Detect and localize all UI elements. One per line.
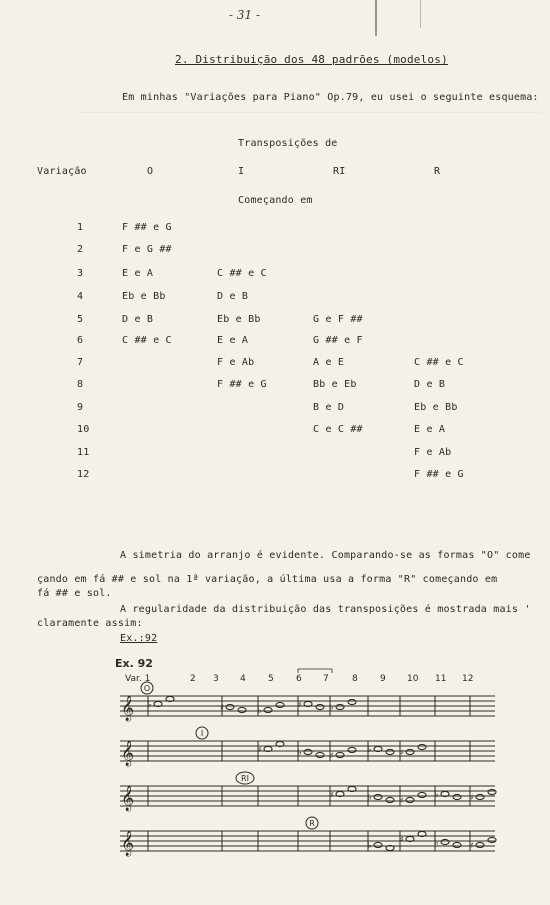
cell-o: E e A (122, 268, 154, 279)
variation-number: 10 (407, 674, 419, 684)
cell-r: E e A (414, 424, 446, 435)
accidental-icon: ♭ (368, 745, 372, 754)
note-head (488, 789, 496, 794)
accidental-icon: ♭ (148, 700, 152, 709)
cell-ri: G ## e F (313, 335, 363, 346)
variation-number: 4 (240, 674, 246, 684)
note-head (476, 842, 484, 847)
cell-i: F ## e G (217, 379, 267, 390)
page-number: - 31 - (229, 8, 261, 22)
row-number: 12 (77, 469, 90, 480)
accidental-icon: ♭ (368, 841, 372, 850)
accidental-icon: ♯ (330, 751, 334, 760)
note-head (476, 794, 484, 799)
note-head (226, 704, 234, 709)
treble-clef-icon: 𝄞 (121, 741, 135, 766)
variation-number: 11 (435, 674, 447, 684)
form-header-r: R (434, 166, 441, 177)
variation-number: 7 (323, 674, 329, 684)
row-number: 9 (77, 402, 84, 413)
accidental-icon: ♯ (400, 796, 404, 805)
cell-i: Eb e Bb (217, 314, 261, 325)
paragraph-line: çando em fá ## e sol na 1ª variação, a última usa a forma "R" começando em (37, 574, 498, 585)
accidental-icon: ♭ (435, 790, 439, 799)
accidental-icon: ♯ (400, 748, 404, 757)
cell-i: C ## e C (217, 268, 267, 279)
accidental-icon: ♭ (298, 748, 302, 757)
cell-i: E e A (217, 335, 249, 346)
note-head (418, 744, 426, 749)
accidental-icon: ♯ (220, 703, 224, 712)
section-heading: 2. Distribuição dos 48 padrões (modelos) (175, 53, 448, 66)
note-head (386, 749, 394, 754)
cell-o: F e G ## (122, 244, 172, 255)
variation-number: 9 (380, 674, 386, 684)
cell-r: Eb e Bb (414, 402, 458, 413)
cell-r: D e B (414, 379, 446, 390)
intro-text: Em minhas "Variações para Piano" Op.79, eu usei o seguinte esquema: (122, 92, 539, 103)
cell-ri: Bb e Eb (313, 379, 357, 390)
row-number: 8 (77, 379, 84, 390)
note-head (453, 794, 461, 799)
row-number: 11 (77, 447, 90, 458)
accidental-icon: ♭ (435, 838, 439, 847)
note-head (386, 797, 394, 802)
cell-o: Eb e Bb (122, 291, 166, 302)
cell-ri: G e F ## (313, 314, 363, 325)
accidental-icon: ♭ (258, 706, 262, 715)
paragraph-line: claramente assim: (37, 618, 143, 629)
treble-clef-icon: 𝄞 (121, 786, 135, 811)
accidental-icon: ♯ (470, 793, 474, 802)
variation-number: 2 (190, 674, 196, 684)
transposicoes-label: Transposições de (238, 138, 338, 149)
accidental-icon: ♯ (400, 835, 404, 844)
row-number: 6 (77, 335, 84, 346)
row-number: 1 (77, 222, 84, 233)
note-head (418, 792, 426, 797)
cell-o: F ## e G (122, 222, 172, 233)
treble-clef-icon: 𝄞 (121, 696, 135, 721)
note-head (348, 747, 356, 752)
form-header-i: I (238, 166, 245, 177)
row-number: 10 (77, 424, 90, 435)
paragraph-line: A regularidade da distribuição das transposições é mostrada mais ' (120, 604, 531, 615)
row-number: 4 (77, 291, 84, 302)
staves (120, 682, 496, 856)
bleed-through (80, 112, 540, 114)
cell-ri: B e D (313, 402, 345, 413)
bracket (298, 669, 332, 673)
cell-o: C ## e C (122, 335, 172, 346)
form-label: I (200, 729, 204, 738)
note-head (374, 842, 382, 847)
example-reference: Ex.:92 (120, 633, 158, 644)
note-head (316, 704, 324, 709)
paragraph-line: fá ## e sol. (37, 588, 112, 599)
cell-r: C ## e C (414, 357, 464, 368)
variation-numbers (190, 674, 473, 684)
scan-mark (375, 0, 377, 36)
variation-number: 8 (352, 674, 358, 684)
variation-number: 5 (268, 674, 274, 684)
form-label: R (309, 819, 315, 828)
example-label: Ex. 92 (115, 657, 153, 670)
paragraph-line: A simetria do arranjo é evidente. Comparando-se as formas "O" come (120, 550, 531, 561)
variacao-header: Variação (37, 166, 87, 177)
note-head (453, 842, 461, 847)
accidental-icon: ♯ (258, 745, 262, 754)
note-head (406, 749, 414, 754)
cell-o: D e B (122, 314, 154, 325)
variation-number: 12 (462, 674, 474, 684)
note-head (336, 704, 344, 709)
note-head (441, 839, 449, 844)
cell-r: F e Ab (414, 447, 452, 458)
accidental-icon: ♯ (298, 700, 302, 709)
comecando-label: Começando em (238, 195, 313, 206)
cell-ri: C e C ## (313, 424, 363, 435)
variation-number: 6 (296, 674, 302, 684)
form-label: RI (241, 774, 249, 783)
note-head (348, 699, 356, 704)
note-head (336, 752, 344, 757)
note-head (406, 797, 414, 802)
row-number: 7 (77, 357, 84, 368)
note-head (488, 837, 496, 842)
form-header-o: O (147, 166, 154, 177)
var-label: Var. 1 (125, 674, 151, 684)
music-example (110, 655, 500, 895)
accidental-icon: ♯ (330, 790, 334, 799)
accidental-icon: ♯ (470, 841, 474, 850)
variation-number: 3 (213, 674, 219, 684)
accidental-icon: ♭ (368, 793, 372, 802)
note-head (316, 752, 324, 757)
scan-mark (420, 0, 421, 28)
treble-clef-icon: 𝄞 (121, 831, 135, 856)
form-label: O (143, 684, 151, 693)
accidental-icon: ♭ (330, 703, 334, 712)
note-head (276, 702, 284, 707)
cell-i: F e Ab (217, 357, 255, 368)
row-number: 2 (77, 244, 84, 255)
row-number: 3 (77, 268, 84, 279)
note-head (238, 707, 246, 712)
row-number: 5 (77, 314, 84, 325)
cell-ri: A e E (313, 357, 345, 368)
note-head (264, 707, 272, 712)
form-header-ri: RI (333, 166, 346, 177)
cell-r: F ## e G (414, 469, 464, 480)
note-head (374, 794, 382, 799)
note-head (304, 749, 312, 754)
cell-i: D e B (217, 291, 249, 302)
